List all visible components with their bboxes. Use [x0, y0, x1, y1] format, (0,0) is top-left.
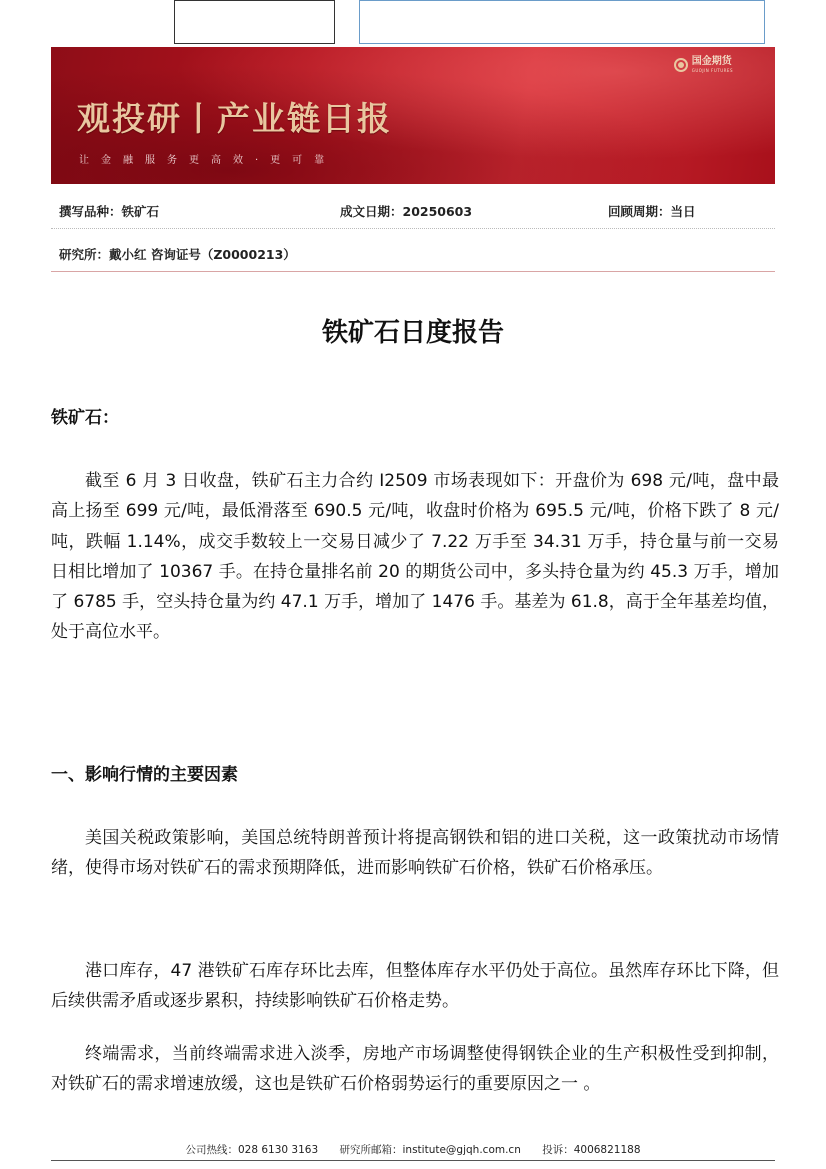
meta-research: 研究所：戴小红 咨询证号（Z0000213） [59, 247, 296, 262]
report-banner [51, 47, 775, 184]
logo-english-name: GUOJIN FUTURES [691, 68, 733, 73]
factor-paragraph-inventory: 港口库存，47 港铁矿石库存环比去库，但整体库存水平仍处于高位。虽然库存环比下降，但后续供需矛盾或逐步累积，持续影响铁矿石价格走势。 [51, 961, 779, 1012]
banner-title: 观投研丨产业链日报 [77, 99, 392, 138]
meta-period: 回顾周期：当日 [608, 204, 696, 219]
page-footer [0, 1142, 826, 1157]
footer-divider [51, 1160, 775, 1161]
meta-date: 成文日期：20250603 [340, 204, 473, 219]
logo-icon [674, 58, 688, 72]
meta-variety: 撰写品种：铁矿石 [59, 204, 160, 219]
logo-name: 国金期货 [691, 56, 732, 67]
header-box-left [174, 0, 335, 44]
company-logo [674, 57, 733, 73]
document-title: 铁矿石日度报告 [321, 318, 504, 348]
footer-email: 研究所邮箱：institute@gjqh.com.cn [339, 1144, 521, 1156]
section-heading-factors: 一、影响行情的主要因素 [51, 765, 238, 785]
meta-divider [51, 228, 775, 229]
header-box-right [359, 0, 765, 44]
header-separator [51, 271, 775, 272]
section-heading-iron-ore: 铁矿石： [51, 408, 119, 428]
market-summary-paragraph: 截至 6 月 3 日收盘，铁矿石主力合约 I2509 市场表现如下：开盘价为 698 元/吨，盘中最高上扬至 699 元/吨，最低滑落至 690.5 元/吨，收盘时价格为 695.5 元/吨，价格下跌了 8 元/吨，跌幅 1.14%，成交手数较上一交易日减少了 7.22 万手至 34.31 万手，持仓量与前一交易日相比增加了 10367 手。在持仓量排名前 20 的期货公司中，多头持仓量为约 45.3 万手，增加了 6785 手，空头持仓量为约 47.1 万手，增加了 1476 手。基差为 61.8，高于全年基差均值，处于高位水平。 [51, 471, 779, 643]
banner-slogan: 让金融服务更高效·更可靠 [79, 155, 337, 166]
factor-paragraph-tariff: 美国关税政策影响，美国总统特朗普预计将提高钢铁和铝的进口关税，这一政策扰动市场情绪，使得市场对铁矿石的需求预期降低，进而影响铁矿石价格，铁矿石价格承压。 [51, 828, 779, 879]
factor-paragraph-demand: 终端需求，当前终端需求进入淡季，房地产市场调整使得钢铁企业的生产积极性受到抑制，对铁矿石的需求增速放缓，这也是铁矿石价格弱势运行的重要原因之一 。 [51, 1044, 779, 1095]
footer-complaint: 投诉：4006821188 [542, 1144, 641, 1156]
footer-hotline: 公司热线：028 6130 3163 [185, 1144, 319, 1156]
